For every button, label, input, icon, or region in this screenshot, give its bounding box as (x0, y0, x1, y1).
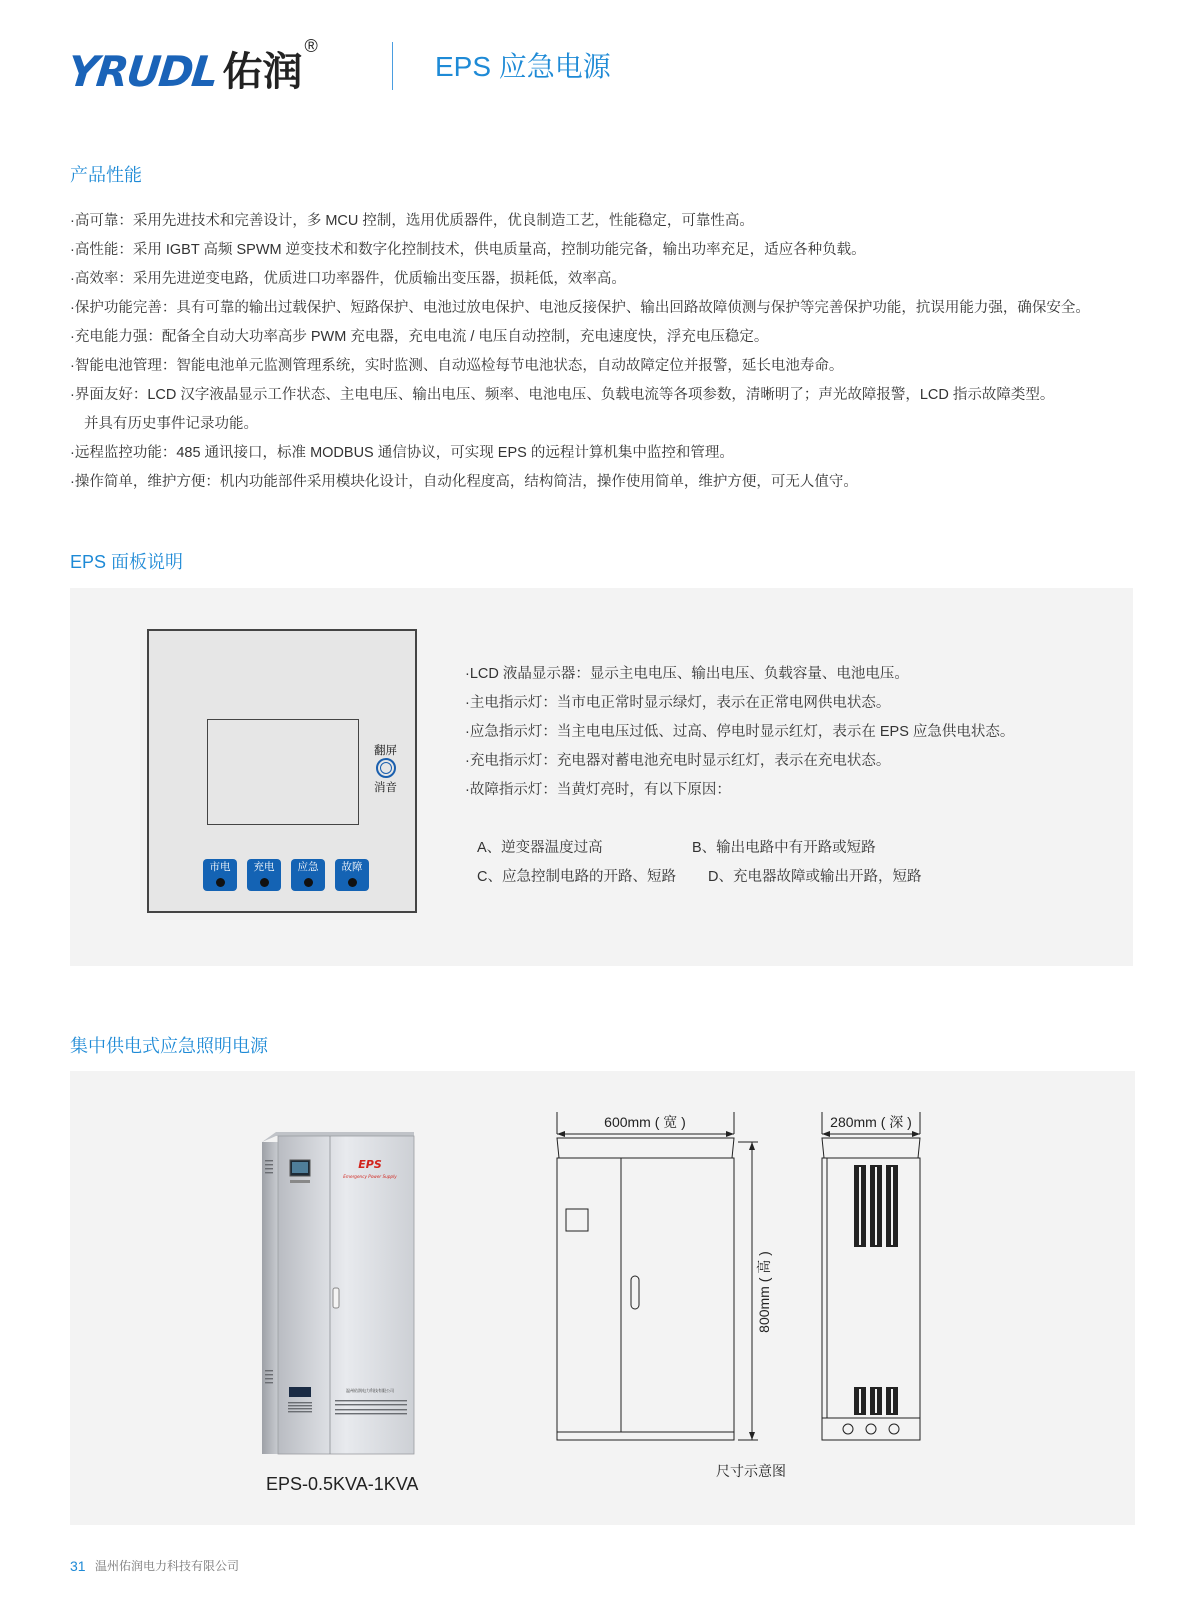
feature-item: ·操作简单，维护方便：机内功能部件采用模块化设计，自动化程度高，结构简洁，操作使用简单，维护方便，可无人值守。 (70, 474, 858, 490)
mute-label: 消音 (374, 782, 397, 794)
fault-indicator (335, 859, 369, 891)
page-flip-label: 翻屏 (374, 745, 397, 757)
cabinet-company-plate: 温州佑润电力科技有限公司 (346, 1388, 394, 1393)
header-divider (392, 42, 393, 90)
panel-description-item: ·主电指示灯：当市电正常时显示绿灯，表示在正常电网供电状态。 (465, 695, 891, 711)
indicator-label: 充电 (253, 861, 275, 873)
footer-company-name: 温州佑润电力科技有限公司 (95, 1559, 240, 1573)
front-dimension-drawing (545, 1110, 785, 1455)
indicator-lamp (260, 878, 269, 887)
fault-reason-a: A、逆变器温度过高 (477, 840, 603, 856)
eps-cabinet-illustration (260, 1130, 420, 1460)
brand-logo (65, 36, 318, 96)
indicator-lamp (216, 878, 225, 887)
feature-item-continuation (70, 410, 1160, 439)
feature-item: ·高效率：采用先进逆变电路，优质进口功率器件，优质输出变压器，损耗低，效率高。 (70, 271, 626, 287)
depth-label: 280mm ( 深 ) (830, 1114, 912, 1130)
height-label: 800mm ( 高 ) (756, 1251, 772, 1333)
logo-latin-text: YRUDL (65, 47, 220, 96)
feature-item: ·高可靠：采用先进技术和完善设计，多 MCU 控制，选用优质器件，优良制造工艺，性能稳定，可靠性高。 (70, 213, 754, 229)
mains-indicator (203, 859, 237, 891)
panel-description-list (465, 660, 1014, 805)
feature-item: ·界面友好：LCD 汉字液晶显示工作状态、主电电压、输出电压、频率、电池电压、负载电流等各项参数，清晰明了；声光故障报警，LCD 指示故障类型。 (70, 387, 1055, 403)
panel-section-title: EPS 面板说明 (70, 552, 184, 572)
feature-item: ·保护功能完善：具有可靠的输出过载保护、短路保护、电池过放电保护、电池反接保护、输出回路故障侦测与保护等完善保护功能，抗误用能力强，确保安全。 (70, 300, 1090, 316)
feature-item: ·高性能：采用 IGBT 高频 SPWM 逆变技术和数字化控制技术，供电质量高，控制功能完备，输出功率充足，适应各种负载。 (70, 242, 866, 258)
page-number: 31 (70, 1558, 86, 1574)
fault-reason-b: B、输出电路中有开路或短路 (692, 840, 876, 856)
indicator-label: 故障 (341, 861, 363, 873)
cabinet-subtitle: Emergency Power Supply (343, 1174, 397, 1179)
charging-indicator (247, 859, 281, 891)
fault-reason-c: C、应急控制电路的开路、短路 (477, 869, 676, 885)
panel-description-item: ·应急指示灯：当主电电压过低、过高、停电时显示红灯，表示在 EPS 应急供电状态。 (465, 724, 1015, 740)
features-section-title: 产品性能 (70, 165, 142, 185)
panel-description-item: ·故障指示灯：当黄灯亮时，有以下原因： (465, 782, 731, 798)
width-label: 600mm ( 宽 ) (604, 1114, 686, 1130)
feature-item: ·智能电池管理：智能电池单元监测管理系统，实时监测、自动巡检每节电池状态，自动故障定位并报警，延长电池寿命。 (70, 358, 844, 374)
feature-item: ·远程监控功能：485 通讯接口，标准 MODBUS 通信协议，可实现 EPS 的远程计算机集中监控和管理。 (70, 445, 734, 461)
registered-mark: ® (304, 36, 318, 56)
mute-button-icon (376, 758, 396, 778)
indicator-label: 市电 (209, 861, 231, 873)
indicator-label: 应急 (297, 861, 319, 873)
indicator-lamp (304, 878, 313, 887)
indicator-lamp (348, 878, 357, 887)
logo-chinese-text: 佑润 (222, 49, 303, 95)
side-dimension-drawing (810, 1110, 930, 1455)
cabinet-eps-logo: EPS (358, 1158, 382, 1171)
lcd-screen (207, 719, 359, 825)
dimension-diagram-caption: 尺寸示意图 (716, 1463, 786, 1479)
product-model-caption: EPS-0.5KVA-1KVA (266, 1474, 419, 1494)
emergency-indicator (291, 859, 325, 891)
feature-continuation-text: 并具有历史事件记录功能。 (84, 416, 258, 432)
panel-description-item: ·充电指示灯：充电器对蓄电池充电时显示红灯，表示在充电状态。 (465, 753, 891, 769)
page-title: EPS 应急电源 (435, 51, 611, 82)
product-section-title: 集中供电式应急照明电源 (70, 1036, 268, 1056)
features-list (70, 207, 1160, 497)
panel-description-item: ·LCD 液晶显示器：显示主电电压、输出电压、负载容量、电池电压。 (465, 666, 909, 682)
fault-reason-d: D、充电器故障或输出开路，短路 (708, 869, 922, 885)
feature-item: ·充电能力强：配备全自动大功率高步 PWM 充电器，充电电流 / 电压自动控制，充电速度快，浮充电压稳定。 (70, 329, 769, 345)
